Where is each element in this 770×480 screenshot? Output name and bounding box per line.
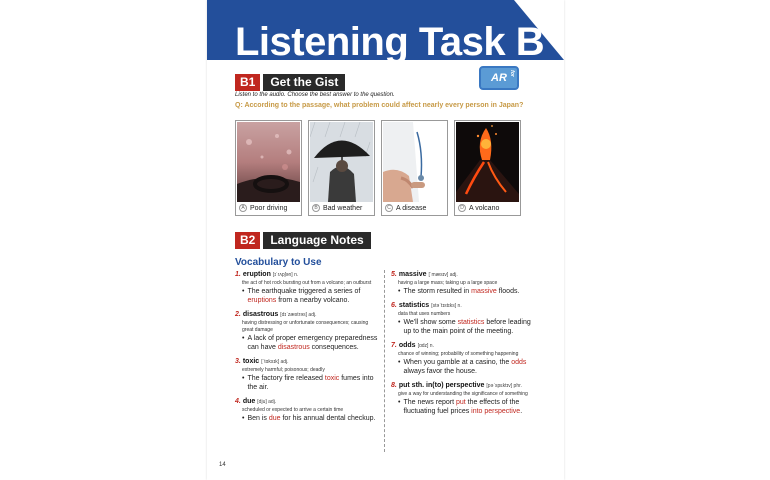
vocab-number: 6. bbox=[391, 302, 397, 309]
option-text: A volcano bbox=[469, 204, 500, 212]
highlighted-word: eruptions bbox=[247, 297, 277, 304]
ar-icon-label: AR bbox=[491, 72, 507, 84]
example-text bbox=[247, 414, 375, 423]
example-segment: the effects of the fluctuating fuel prices bbox=[403, 399, 520, 415]
option-caption bbox=[312, 204, 362, 212]
highlighted-word: massive bbox=[471, 288, 497, 295]
vocab-word: due bbox=[242, 398, 256, 405]
bullet-icon: • bbox=[242, 335, 245, 342]
bullet-icon: • bbox=[398, 288, 401, 295]
vocab-entry bbox=[235, 357, 380, 392]
highlighted-word: disastrous bbox=[277, 344, 310, 351]
vocab-headword-line bbox=[391, 341, 536, 351]
example-segment: When you gamble at a casino, the bbox=[403, 359, 512, 366]
option-letter: C bbox=[385, 204, 393, 212]
example-segment: The factory fire released bbox=[247, 375, 325, 382]
option-letter: B bbox=[312, 204, 320, 212]
section-b1-header bbox=[235, 74, 345, 91]
section-b2-label: Language Notes bbox=[263, 232, 370, 249]
vocab-headword-line bbox=[391, 301, 536, 311]
vocab-number: 2. bbox=[235, 311, 241, 318]
example-text bbox=[403, 398, 536, 416]
vocab-word: odds bbox=[398, 342, 416, 349]
example-segment: floods. bbox=[496, 288, 520, 295]
vocab-number: 4. bbox=[235, 398, 241, 405]
vocab-definition: chance of winning; probability of something happening bbox=[398, 351, 519, 357]
highlighted-word: put bbox=[455, 399, 466, 406]
option-card-a[interactable] bbox=[235, 120, 302, 216]
example-segment: . bbox=[520, 408, 523, 415]
example-segment: The news report bbox=[403, 399, 456, 406]
vocab-word: put sth. in(to) perspective bbox=[398, 382, 485, 389]
bad-weather-image bbox=[310, 122, 373, 202]
vocab-definition: extremely harmful; poisonous; deadly bbox=[242, 367, 325, 373]
vocab-definition: scheduled or expected to arrive a certain time bbox=[242, 407, 344, 413]
textbook-page bbox=[207, 0, 564, 480]
vocab-example bbox=[398, 287, 536, 296]
example-segment: Ben is bbox=[247, 415, 269, 422]
vocab-example bbox=[242, 287, 380, 305]
section-b1-tag: B1 bbox=[235, 74, 260, 91]
option-card-d[interactable] bbox=[454, 120, 521, 216]
example-segment: The earthquake triggered a series of bbox=[247, 288, 361, 295]
option-card-c[interactable] bbox=[381, 120, 448, 216]
vocab-example bbox=[398, 398, 536, 416]
option-letter: D bbox=[458, 204, 466, 212]
vocab-column-left bbox=[235, 270, 380, 428]
highlighted-word: due bbox=[268, 415, 281, 422]
vocab-entry bbox=[391, 341, 536, 376]
vocab-word: toxic bbox=[242, 358, 260, 365]
ar-icon-sub: for bbox=[509, 70, 516, 77]
column-divider bbox=[384, 270, 385, 452]
example-segment: from a nearby volcano. bbox=[276, 297, 350, 304]
ar-icon[interactable] bbox=[479, 66, 519, 90]
page-title: Listening Task B bbox=[235, 20, 545, 64]
highlighted-word: toxic bbox=[324, 375, 340, 382]
example-segment: before leading up to the main point of the meeting. bbox=[403, 319, 531, 335]
vocab-headword-line bbox=[391, 381, 536, 391]
instruction-text: Listen to the audio. Choose the best answer to the question. bbox=[235, 92, 395, 98]
option-text: Poor driving bbox=[250, 204, 288, 212]
vocab-entry bbox=[391, 301, 536, 336]
example-text bbox=[403, 358, 536, 376]
vocab-word: massive bbox=[398, 271, 427, 278]
option-letter: A bbox=[239, 204, 247, 212]
vocab-headword-line bbox=[391, 270, 536, 280]
section-b1-label: Get the Gist bbox=[263, 74, 345, 91]
vocab-example bbox=[398, 318, 536, 336]
vocab-definition: give a way for understanding the significance of something bbox=[398, 391, 528, 397]
option-caption bbox=[385, 204, 426, 212]
vocab-headword-line bbox=[235, 310, 380, 320]
highlighted-word: odds bbox=[511, 359, 527, 366]
example-segment: consequences. bbox=[309, 344, 359, 351]
option-caption bbox=[239, 204, 287, 212]
vocab-example bbox=[398, 358, 536, 376]
section-b2-header bbox=[235, 232, 371, 249]
vocab-number: 8. bbox=[391, 382, 397, 389]
example-text bbox=[247, 287, 380, 305]
vocab-entry bbox=[391, 270, 536, 296]
example-segment: A lack of proper emergency preparedness can have bbox=[247, 335, 378, 351]
volcano-image bbox=[456, 122, 519, 202]
option-caption bbox=[458, 204, 499, 212]
option-card-b[interactable] bbox=[308, 120, 375, 216]
vocab-word: statistics bbox=[398, 302, 430, 309]
vocab-entry bbox=[235, 397, 380, 423]
vocab-phonetic: [dɪˈzæstrəs] adj. bbox=[280, 312, 317, 318]
example-segment: We'll show some bbox=[403, 319, 458, 326]
vocab-number: 5. bbox=[391, 271, 397, 278]
question-text: Q: According to the passage, what problem could affect nearly every person in Japan? bbox=[235, 102, 524, 109]
vocab-phonetic: [dju] adj. bbox=[257, 399, 277, 405]
example-segment: always favor the house. bbox=[403, 368, 477, 375]
vocab-phonetic: [ˈtɑksɪk] adj. bbox=[261, 359, 289, 365]
vocab-entry bbox=[235, 310, 380, 352]
example-segment: The storm resulted in bbox=[403, 288, 472, 295]
vocab-definition: data that uses numbers bbox=[398, 311, 451, 317]
vocab-phonetic: [ɑdz] n. bbox=[417, 343, 434, 349]
page-number: 14 bbox=[219, 462, 226, 468]
vocab-phonetic: [pəˈspɛktɪv] phr. bbox=[486, 383, 522, 389]
poor-driving-image bbox=[237, 122, 300, 202]
bullet-icon: • bbox=[242, 288, 245, 295]
bullet-icon: • bbox=[398, 399, 401, 406]
vocab-word: disastrous bbox=[242, 311, 279, 318]
vocab-headword-line bbox=[235, 270, 380, 280]
example-segment: for his annual dental checkup. bbox=[280, 415, 376, 422]
vocab-title: Vocabulary to Use bbox=[235, 257, 322, 268]
option-text: Bad weather bbox=[323, 204, 363, 212]
example-text bbox=[403, 318, 536, 336]
bullet-icon: • bbox=[398, 359, 401, 366]
vocab-headword-line bbox=[235, 397, 380, 407]
section-b2-tag: B2 bbox=[235, 232, 260, 249]
vocab-phonetic: [ˈmæsɪv] adj. bbox=[428, 272, 458, 278]
vocab-number: 1. bbox=[235, 271, 241, 278]
vocab-number: 3. bbox=[235, 358, 241, 365]
bullet-icon: • bbox=[242, 415, 245, 422]
vocab-definition: having distressing or unfortunate consequences; causing great damage bbox=[242, 320, 369, 333]
example-text bbox=[247, 334, 380, 352]
vocab-definition: the act of hot rock bursting out from a volcano; an outburst bbox=[242, 280, 372, 286]
bullet-icon: • bbox=[242, 375, 245, 382]
example-text bbox=[247, 374, 380, 392]
bullet-icon: • bbox=[398, 319, 401, 326]
vocab-phonetic: [stəˈtɪstɪks] n. bbox=[431, 303, 462, 309]
vocab-entry bbox=[391, 381, 536, 416]
example-segment: fumes into the air. bbox=[247, 375, 374, 391]
highlighted-word: statistics bbox=[457, 319, 485, 326]
example-text bbox=[403, 287, 519, 296]
vocab-definition: having a large mass; taking up a large space bbox=[398, 280, 498, 286]
vocab-phonetic: [ɪˈrʌpʃən] n. bbox=[272, 272, 299, 278]
vocab-number: 7. bbox=[391, 342, 397, 349]
vocab-column-right bbox=[391, 270, 536, 421]
vocab-example bbox=[242, 374, 380, 392]
vocab-headword-line bbox=[235, 357, 380, 367]
disease-image bbox=[383, 122, 446, 202]
vocab-example bbox=[242, 334, 380, 352]
option-text: A disease bbox=[396, 204, 427, 212]
vocab-entry bbox=[235, 270, 380, 305]
vocab-example bbox=[242, 414, 380, 423]
vocab-word: eruption bbox=[242, 271, 271, 278]
highlighted-word: into perspective bbox=[471, 408, 521, 415]
